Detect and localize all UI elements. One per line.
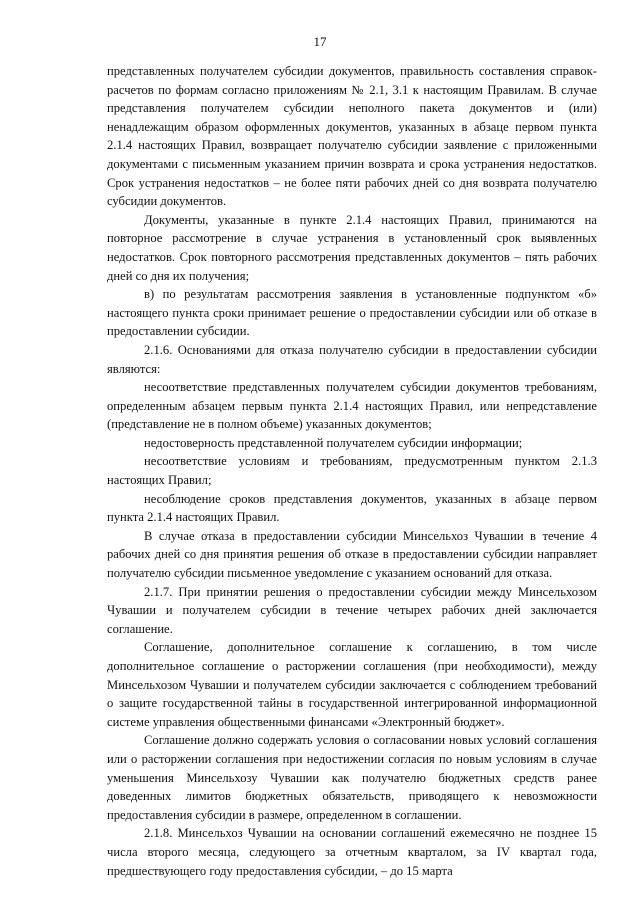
paragraph-2-1-8: 2.1.8. Минсельхоз Чувашии на основании соглашений ежемесячно не позднее 15 числа второго месяца, следующего за отчетным кварталом, за IV квартал года, предшествующего году предоставления субсидии, – до 15 марта [107, 826, 597, 878]
paragraph-resubmission: Документы, указанные в пункте 2.1.4 настоящих Правил, принимаются на повторное рассмотрение в случае устранения в установленный срок выявленных недостатков. Срок повторного рассмотрения представленных документов – пять рабочих дней со дня их получения; [107, 212, 597, 283]
paragraph-agreement-system: Соглашение, дополнительное соглашение к соглашению, в том числе дополнительное соглашение о расторжении соглашения (при необходимости), между Минсельхозом Чувашии и получателем субсидии заключается с соблюдением требований о защите государственной тайны в государственной интегрированной информационной системе управления общественными финансами «Электронный бюджет». [107, 640, 597, 729]
paragraph-agreement-conditions: Соглашение должно содержать условия о согласовании новых условий соглашения или о расторжении соглашения при недостижении согласия по новым условиям в случае уменьшения Минсельхозу Чувашии как получателю бюджетных средств ранее доведенных лимитов бюджетных обязательств, приводящего к невозможности предоставления субсидии в размере, определенном в соглашении. [107, 733, 597, 822]
paragraph-ground-1: несоответствие представленных получателем субсидии документов требованиям, определенным абзацем первым пункта 2.1.4 настоящих Правил, или непредставление (представление не в полном объеме) указанных документов; [107, 380, 597, 432]
body-text [107, 62, 597, 880]
paragraph-ground-2: недостоверность представленной получателем субсидии информации; [144, 435, 523, 450]
paragraph-continuation: представленных получателем субсидии документов, правильность составления справок-расчетов по формам согласно приложениям № 2.1, 3.1 к настоящим Правилам. В случае представления получателем субсидии неполного пакета документов и (или) ненадлежащим образом оформленных документов, указанных в абзаце первом пункта 2.1.4 настоящих Правил, возвращает получателю субсидии заявление с приложенными документами с письменным указанием причин возврата и срока устранения недостатков. Срок устранения недостатков – не более пяти рабочих дней со дня возврата получателю субсидии документов. [107, 64, 597, 209]
paragraph-2-1-6: 2.1.6. Основаниями для отказа получателю субсидии в предоставлении субсидии являются: [107, 342, 597, 376]
page-number: 17 [313, 34, 327, 49]
paragraph-ground-3: несоответствие условиям и требованиям, предусмотренным пунктом 2.1.3 настоящих Правил; [107, 454, 597, 488]
paragraph-refusal-notice: В случае отказа в предоставлении субсидии Минсельхоз Чувашии в течение 4 рабочих дней со дня принятия решения об отказе в предоставлении субсидии направляет получателю субсидии письменное уведомление с указанием оснований для отказа. [107, 528, 597, 581]
paragraph-2-1-7: 2.1.7. При принятии решения о предоставлении субсидии между Минсельхозом Чувашии и получателем субсидии в течение четырех рабочих дней заключается соглашение. [107, 584, 597, 636]
paragraph-ground-4: несоблюдение сроков представления документов, указанных в абзаце первом пункта 2.1.4 настоящих Правил. [107, 491, 597, 525]
paragraph-decision: в) по результатам рассмотрения заявления в установленные подпунктом «б» настоящего пункта сроки принимает решение о предоставлении субсидии или об отказе в предоставлении субсидии. [107, 287, 597, 339]
